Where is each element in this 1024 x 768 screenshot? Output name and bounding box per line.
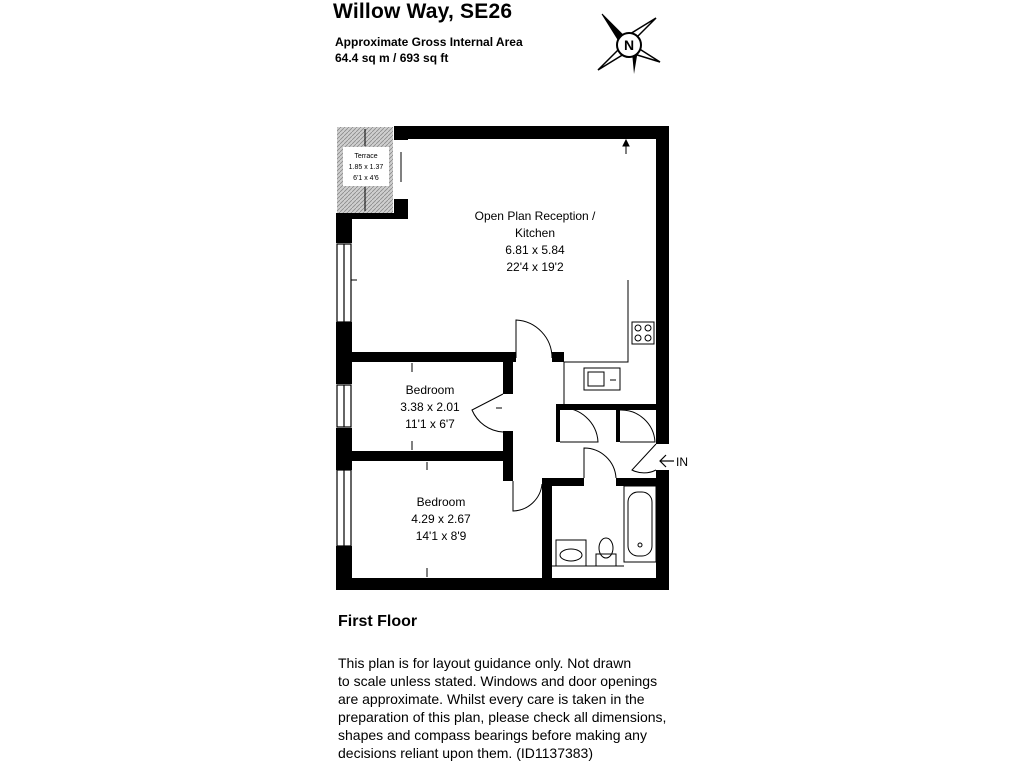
disclaimer-line: shapes and compass bearings before making any	[338, 727, 647, 743]
reception-imperial: 22'4 x 19'2	[506, 260, 564, 274]
bedroom2-name: Bedroom	[416, 495, 466, 509]
reception-name-line2: Kitchen	[514, 226, 556, 240]
area-value: 64.4 sq m / 693 sq ft	[335, 51, 449, 65]
bedroom2-metric: 4.29 x 2.67	[411, 512, 471, 526]
terrace-imperial: 6'1 x 4'6	[353, 175, 379, 182]
bedroom1-labels	[400, 383, 460, 431]
disclaimer-line: This plan is for layout guidance only. Not drawn	[338, 655, 632, 671]
disclaimer-line: decisions reliant upon them. (ID1137383)	[338, 745, 594, 761]
compass-icon	[594, 12, 664, 78]
bedroom2-labels	[411, 495, 471, 543]
disclaimer-line: preparation of this plan, please check all dimensions,	[338, 709, 667, 725]
terrace-name: Terrace	[354, 153, 378, 160]
bedroom1-name: Bedroom	[405, 383, 455, 397]
reception-labels	[475, 209, 596, 274]
disclaimer-line: are approximate. Whilst every care is taken in the	[338, 691, 645, 707]
bedroom1-imperial: 11'1 x 6'7	[405, 417, 455, 431]
bedroom1-metric: 3.38 x 2.01	[400, 400, 460, 414]
floor-label: First Floor	[338, 613, 418, 630]
entrance-arrow	[660, 455, 674, 467]
kitchen	[564, 280, 654, 404]
disclaimer	[338, 654, 698, 762]
windows	[337, 244, 351, 546]
compass-label: N	[623, 37, 635, 53]
entrance-label: IN	[676, 455, 688, 469]
reception-metric: 6.81 x 5.84	[505, 243, 565, 257]
page-title: Willow Way, SE26	[333, 0, 513, 23]
disclaimer-line: to scale unless stated. Windows and door openings	[338, 673, 658, 689]
bathroom-fixtures	[552, 486, 656, 566]
terrace-metric: 1.85 x 1.37	[348, 164, 384, 171]
floor-plan	[330, 120, 688, 600]
reception-name-line1: Open Plan Reception /	[474, 209, 596, 223]
area-label: Approximate Gross Internal Area	[335, 35, 523, 49]
bedroom2-imperial: 14'1 x 8'9	[415, 529, 467, 543]
